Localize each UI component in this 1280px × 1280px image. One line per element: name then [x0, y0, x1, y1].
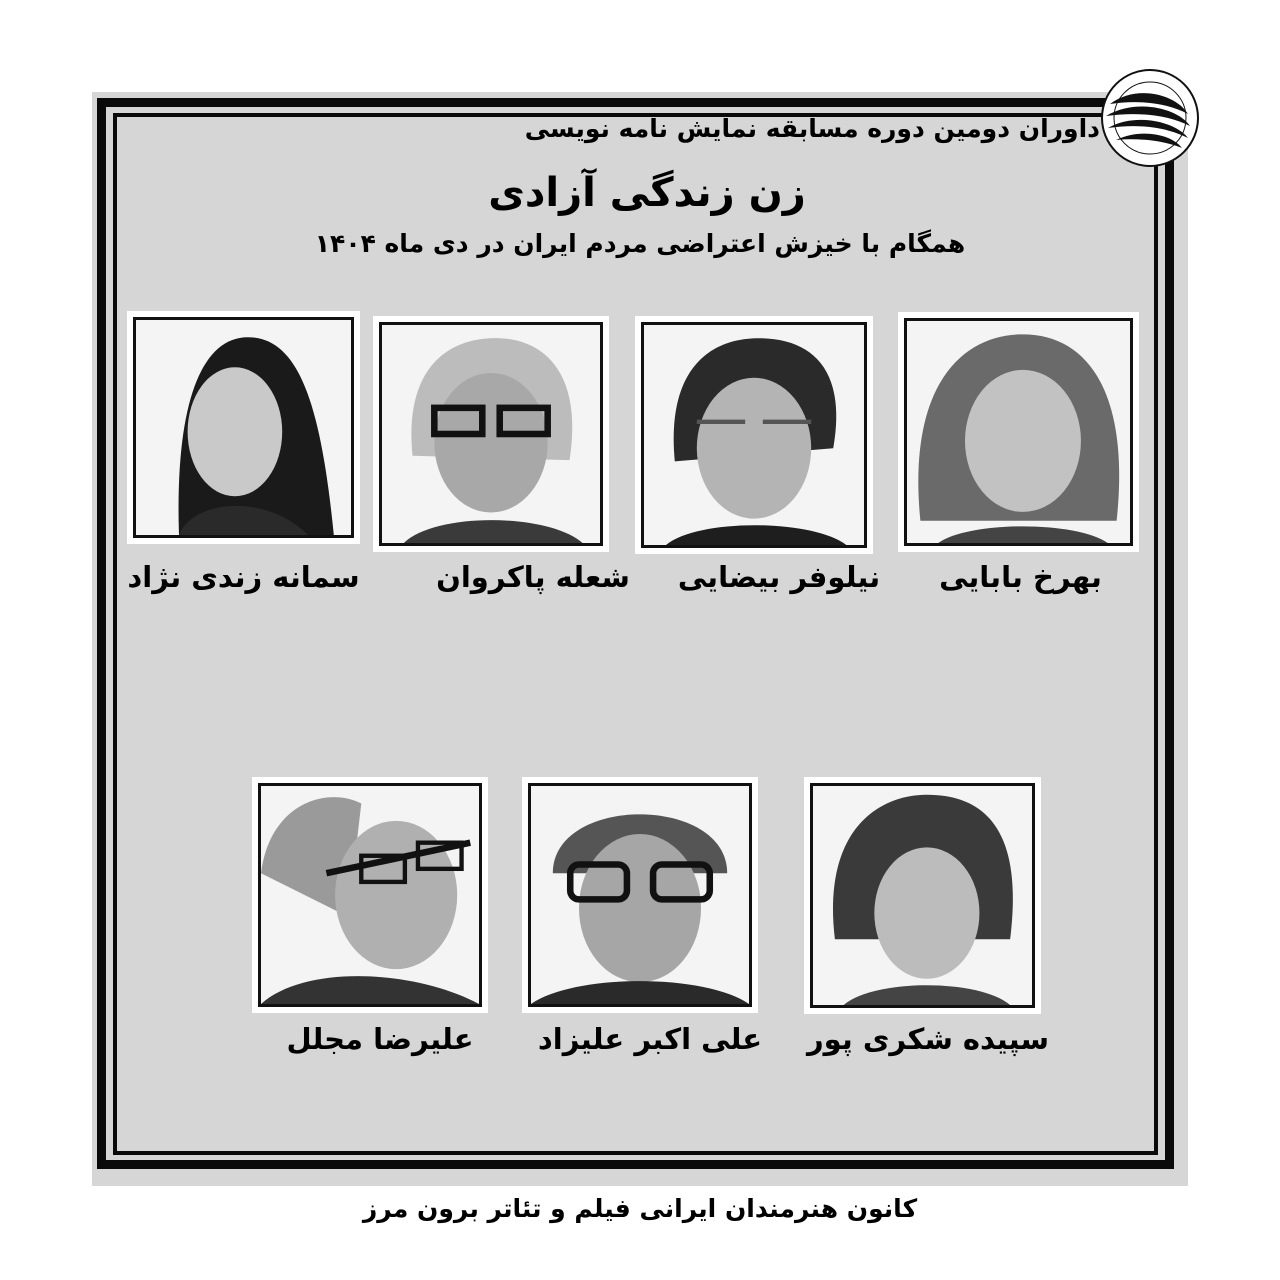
judge-name-6: علی اکبر علیزاد — [537, 1022, 763, 1056]
judge-name-5: علیرضا مجلل — [286, 1022, 474, 1056]
footer-association-name: کانون هنرمندان ایرانی فیلم و تئاتر برون مرز — [362, 1194, 918, 1223]
judge-photo-1 — [127, 311, 360, 544]
judge-name-1: سمانه زندی نژاد — [127, 560, 360, 594]
judge-name-4: بهرخ بابایی — [939, 560, 1102, 594]
judge-name-7: سپیده شکری پور — [806, 1022, 1049, 1056]
judge-photo-6 — [522, 777, 758, 1013]
judge-photo-4 — [898, 312, 1139, 552]
judge-name-3: نیلوفر بیضایی — [677, 560, 881, 594]
judge-photo-5 — [252, 777, 488, 1013]
poster-title: زن زندگی آزادی — [488, 170, 806, 216]
poster-subtitle: داوران دومین دوره مسابقه نمایش نامه نویسی — [524, 114, 1100, 143]
judge-photo-7 — [804, 777, 1041, 1014]
judge-name-2: شعله پاکروان — [436, 560, 630, 594]
judge-photo-3 — [635, 316, 873, 554]
poster-date-line: همگام با خیزش اعتراضی مردم ایران در دی ماه ۱۴۰۴ — [314, 229, 966, 258]
judge-photo-2 — [373, 316, 609, 552]
association-logo-icon — [1096, 64, 1204, 172]
